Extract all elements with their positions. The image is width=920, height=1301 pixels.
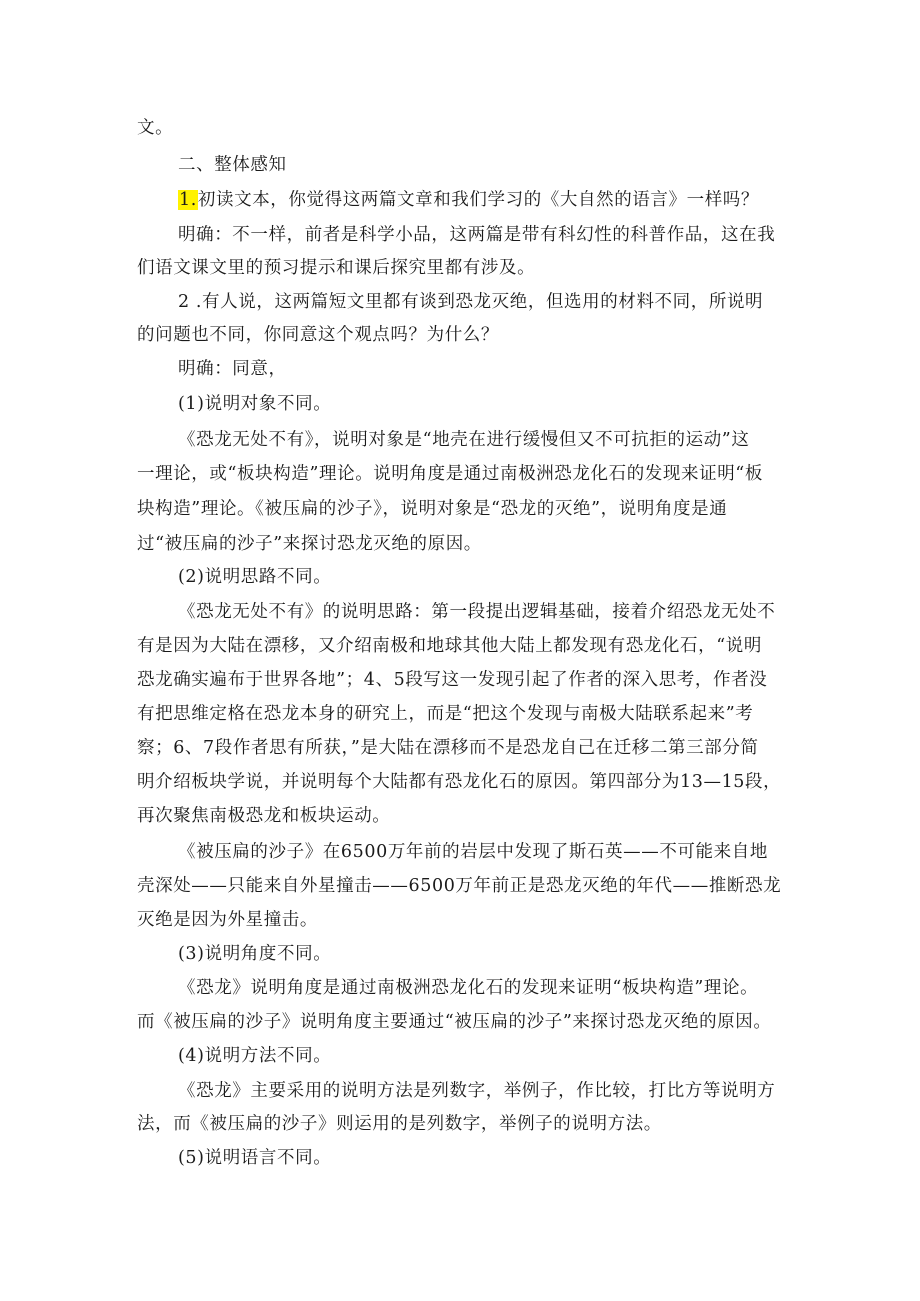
text-line: 灭绝是因为外星撞击。 <box>137 910 318 930</box>
text-line: 一理论，或“板块构造”理论。说明角度是通过南极洲恐龙化石的发现来证明“板 <box>137 464 763 484</box>
question-1-text: 初读文本，你觉得这两篇文章和我们学习的《大自然的语言》一样吗？ <box>197 190 760 210</box>
text-line: 而《被压扁的沙子》说明角度主要通过“被压扁的沙子”来探讨恐龙灭绝的原因。 <box>137 1012 772 1032</box>
subheading: (4)说明方法不同。 <box>178 1046 332 1066</box>
text-line: 明确：不一样，前者是科学小品，这两篇是带有科幻性的科普作品，这在我 <box>178 225 776 245</box>
text-line: 2 .有人说，这两篇短文里都有谈到恐龙灭绝，但选用的材料不同，所说明 <box>178 292 764 312</box>
highlighted-number: 1. <box>179 190 197 210</box>
text-line: 们语文课文里的预习提示和课后探究里都有涉及。 <box>137 258 536 278</box>
text-line: 《恐龙》主要采用的说明方法是列数字，举例子，作比较，打比方等说明方 <box>178 1081 776 1101</box>
text-line: 明确：同意， <box>178 359 287 379</box>
text-line: 法，而《被压扁的沙子》则运用的是列数字，举例子的说明方法。 <box>137 1114 662 1134</box>
subheading: (2)说明思路不同。 <box>178 567 332 587</box>
text-line: 《被压扁的沙子》在6500万年前的岩层中发现了斯石英——不可能来自地 <box>178 842 768 862</box>
text-line: 文。 <box>137 118 174 138</box>
text-line: 有把思维定格在恐龙本身的研究上，而是“把这个发现与南极大陆联系起来”考 <box>137 704 754 724</box>
text-line: 再次聚焦南极恐龙和板块运动。 <box>137 806 391 826</box>
text-line: 的问题也不同，你同意这个观点吗？为什么？ <box>137 325 499 345</box>
text-line: 恐龙确实遍布于世界各地”；4、5段写这一发现引起了作者的深入思考，作者没 <box>137 670 768 690</box>
section-heading: 二、整体感知 <box>178 155 287 175</box>
text-line: 壳深处——只能来自外星撞击——6500万年前正是恐龙灭绝的年代——推断恐龙 <box>137 876 782 896</box>
text-line: 《恐龙无处不有》的说明思路：第一段提出逻辑基础，接着介绍恐龙无处不 <box>178 602 776 622</box>
subheading: (5)说明语言不同。 <box>178 1148 332 1168</box>
text-line: 察；6、7段作者思有所获，”是大陆在漂移而不是恐龙自己在迁移二第三部分简 <box>137 738 759 758</box>
text-line: 《恐龙无处不有》，说明对象是“地壳在进行缓慢但又不可抗拒的运动”这 <box>178 430 750 450</box>
text-line: 《恐龙》说明角度是通过南极洲恐龙化石的发现来证明“板块构造”理论。 <box>178 978 759 998</box>
text-line: 明介绍板块学说，并说明每个大陆都有恐龙化石的原因。第四部分为13—15段， <box>137 772 782 792</box>
subheading: (3)说明角度不同。 <box>178 944 332 964</box>
text-line: 有是因为大陆在漂移，又介绍南极和地球其他大陆上都发现有恐龙化石，“说明 <box>137 636 762 656</box>
text-line: 过“被压扁的沙子”来探讨恐龙灭绝的原因。 <box>137 534 482 554</box>
subheading: (1)说明对象不同。 <box>178 394 332 414</box>
text-line: 块构造”理论。《被压扁的沙子》，说明对象是“恐龙的灭绝”，说明角度是通 <box>137 499 728 519</box>
question-1 <box>178 188 798 212</box>
